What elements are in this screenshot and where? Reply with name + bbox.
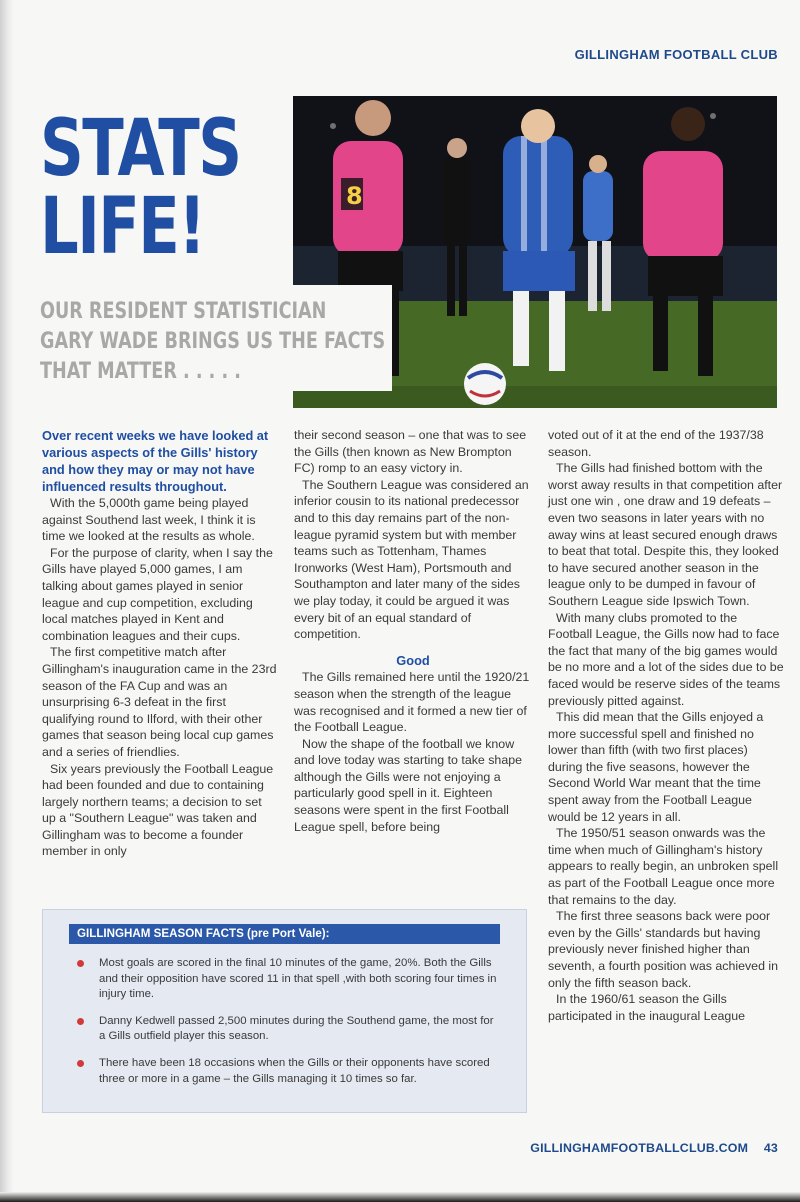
season-facts-title: GILLINGHAM SEASON FACTS (pre Port Vale): [69,924,500,944]
paragraph: With many clubs promoted to the Football League, the Gills now had to face the fact that many of the big games would be no more and a lot of the sides due to be faced would be reserve sides of the teams previously pitted against. [548,610,784,708]
article-column-1 [42,427,278,860]
page-number: 43 [763,1141,778,1155]
shirt-number: 8 [346,182,363,210]
paragraph: The first three seasons back were poor even by the Gills' standards but having previously never finished higher than seventh, a fourth position was achieved in only the fifth season back. [548,909,779,990]
paragraph: voted out of it at the end of the 1937/38 season. [548,428,764,459]
bullet-icon [77,1060,84,1067]
article-column-3 [548,427,784,1024]
fact-item [69,1014,500,1045]
article-column-2 [294,427,532,835]
subtitle-box [30,285,392,391]
paragraph: Six years previously the Football League had been founded and due to containing largely northern teams; a decision to set up a "Southern League" was taken and Gillingham was to become a founder member in only [42,761,274,859]
bullet-icon [77,960,84,967]
article-lead: Over recent weeks we have looked at various aspects of the Gills' history and how they may or may not have influenced results throughout. [42,428,269,494]
paragraph: Now the shape of the football we know and love today was starting to take shape although the Gills were not enjoying a particularly good spell in it. Eighteen seasons were spent in the first Football League spell, before being [294,736,522,834]
title-line-2: LIFE! [40,182,205,272]
fact-item [69,956,500,1003]
section-heading: Good [396,652,430,668]
paragraph: The first competitive match after Gillingham's inauguration came in the 23rd season of the FA Cup and was an unsurprising 6-3 defeat in the first qualifying round to Ilford, with their other games that season being local cup games and a series of friendlies. [42,645,277,759]
fact-item [69,1056,500,1087]
paragraph: The Southern League was considered an inferior cousin to its national predecessor and to this day remains part of the non-league pyramid system but with member teams such as Tottenham, Thames Ironworks (West Ham), Portsmouth and Southampton and later many of the sides we play today, it could be argued it was every bit of an equal standard of competition. [294,477,529,642]
bullet-icon [77,1018,84,1025]
subtitle-line-2: GARY WADE BRINGS US THE FACTS [40,329,386,354]
paragraph: For the purpose of clarity, when I say the Gills have played 5,000 games, I am talking about games played in senior league and cup competition, excluding local matches played in Kent and combination leagues and their cups. [42,545,273,643]
subtitle-line-3: THAT MATTER . . . . . [40,359,241,384]
season-facts-box [42,909,527,1113]
page-footer [530,1141,778,1155]
fact-text: Most goals are scored in the final 10 minutes of the game, 20%. Both the Gills and their opposition have scored 11 in that spell ,with both scoring four times in injury time. [99,957,497,1001]
paragraph: The 1950/51 season onwards was the time when much of Gillingham's history appears to really begin, an unbroken spell as part of the Football League once more that remains to the day. [548,826,779,907]
fact-text: There have been 18 occasions when the Gills or their opponents have scored three or more in a game – the Gills managing it 10 times so far. [99,1056,490,1085]
paragraph: In the 1960/61 season the Gills participated in the inaugural League [548,992,746,1023]
page-binding-edge [0,0,14,1202]
paragraph: The Gills remained here until the 1920/21 season when the strength of the league was recognised and it formed a new tier of the Football League. [294,670,530,735]
fact-text: Danny Kedwell passed 2,500 minutes during the Southend game, the most for a Gills outfield player this season. [99,1014,494,1043]
paragraph: The Gills had finished bottom with the worst away results in that competition after just one win , one draw and 19 defeats – even two seasons in later years with no away wins at least secured enough draws to beat that total. Despite this, they looked to have secured another season in the league only to be dumped in favour of Southern League side Ipswich Town. [548,461,783,608]
subtitle-line-1: OUR RESIDENT STATISTICIAN [40,299,327,324]
club-header: GILLINGHAM FOOTBALL CLUB [574,47,778,62]
paragraph: This did mean that the Gills enjoyed a more successful spell and finished no lower than fifth (with two first places) during the five seasons, however the Second World War meant that the time spent away from the Football League would be 12 years in all. [548,710,764,824]
article-title [40,104,241,272]
paragraph: With the 5,000th game being played against Southend last week, I think it is time we looked at the results as whole. [42,496,256,544]
footer-website: GILLINGHAMFOOTBALLCLUB.COM [530,1141,749,1155]
paragraph: their second season – one that was to see the Gills (then known as New Brompton FC) romp to an easy victory in. [294,428,527,476]
article-subtitle [40,297,392,387]
page-bottom-edge [0,1192,800,1202]
title-line-1: STATS [40,104,241,194]
